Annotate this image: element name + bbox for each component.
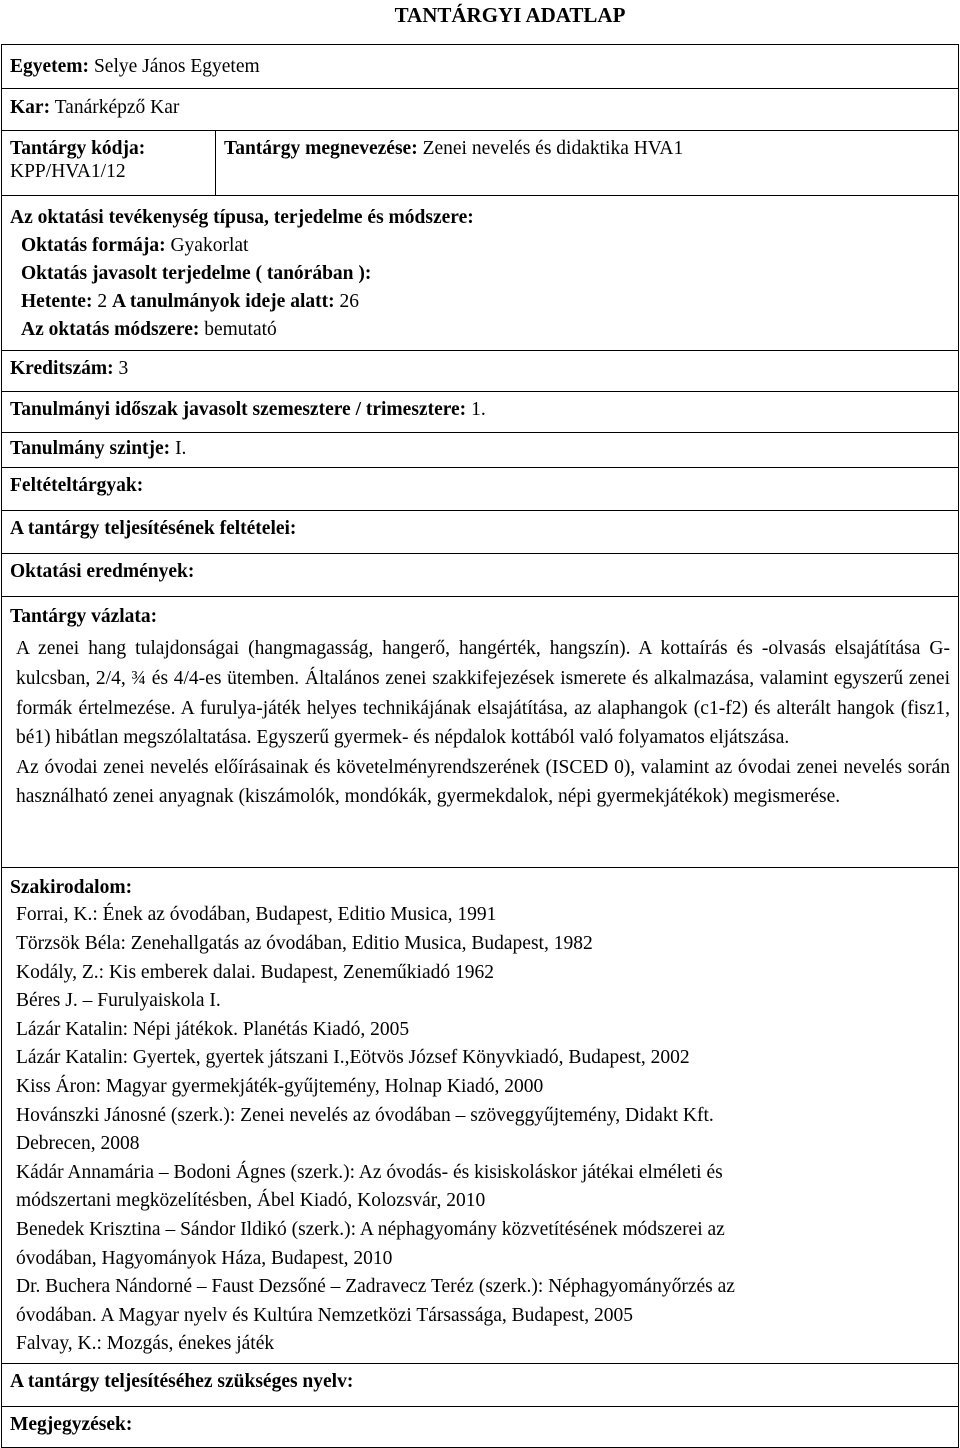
notes-label: Megjegyzések: [10, 1413, 133, 1435]
literature-item: óvodában. A Magyar nyelv és Kultúra Nemzetközi Társassága, Budapest, 2005 [16, 1304, 633, 1326]
outline-paragraph: Az óvodai zenei nevelés előírásainak és követelményrendszerének (ISCED 0), valamint az óvodai zenei nevelés során használható zenei anyagnak (kiszámolók, mondókák, gyermekdalok, népi gyermekjátékok) megismerése. [16, 756, 950, 808]
outline-label: Tantárgy vázlata: [10, 606, 158, 627]
course-data-sheet [1, 44, 959, 1448]
weekly-hours-label: Hetente: [21, 291, 93, 312]
literature-item: Falvay, K.: Mozgás, énekes játék [16, 1333, 275, 1355]
teaching-method [10, 316, 950, 344]
faculty-value: Tanárképző Kar [54, 97, 180, 118]
literature-item: Kodály, Z.: Kis emberek dalai. Budapest, Zeneműkiadó 1962 [16, 961, 494, 983]
credits-row [2, 351, 959, 392]
outcomes-label: Oktatási eredmények: [10, 561, 195, 582]
level-label: Tanulmány szintje: [10, 438, 171, 459]
literature-item: óvodában, Hagyományok Háza, Budapest, 2010 [16, 1247, 393, 1269]
literature-item: Debrecen, 2008 [16, 1133, 140, 1155]
literature-item: módszertani megközelítésben, Ábel Kiadó, Kolozsvár, 2010 [16, 1190, 486, 1212]
language-row [2, 1363, 959, 1406]
course-name-label: Tantárgy megnevezése: [224, 138, 418, 159]
literature-item: Dr. Buchera Nándorné – Faust Dezsőné – Zadravecz Teréz (szerk.): Néphagyományőrzés az [16, 1276, 735, 1298]
page-title: TANTÁRGYI ADATLAP [394, 3, 626, 27]
prerequisites-label: Feltételtárgyak: [10, 475, 144, 496]
university-value: Selye János Egyetem [93, 56, 260, 77]
university-row [2, 45, 959, 89]
total-hours-label: A tanulmányok ideje alatt: [111, 291, 335, 312]
teaching-method-value: bemutató [204, 319, 277, 340]
weekly-hours-value: 2 [97, 291, 108, 312]
literature-item: Forrai, K.: Ének az óvodában, Budapest, Editio Musica, 1991 [16, 904, 497, 926]
teaching-hours [10, 288, 950, 316]
literature-label: Szakirodalom: [10, 877, 133, 898]
outline-paragraph: A zenei hang tulajdonságai (hangmagasság, hangerő, hangérték, hangszín). A kottaírás és -olvasás elsajátítása G-kulcsban, 2/4, ¾ és 4/4-es ütemben. Általános zenei szakkifejezések ismerete és alkalmazása, valamint egyszerű zenei formák értelmezése. A furulya-játék helyes technikájának elsajátítása, az alaphangok (c1-f2) és alterált hangok (fisz1, bé1) hibátlan megszólaltatása. Egyszerű gyermek- és népdalok kottából való folyamatos eljátszása. [16, 638, 950, 749]
literature-item: Béres J. – Furulyaiskola I. [16, 990, 221, 1012]
completion-conditions-label: A tantárgy teljesítésének feltételei: [10, 518, 297, 539]
literature-item: Kádár Annamária – Bodoni Ágnes (szerk.): Az óvodás- és kisiskoláskor játékai elméleti és [16, 1161, 723, 1183]
completion-conditions-row [2, 511, 959, 554]
teaching-form [10, 232, 950, 260]
teaching-form-value: Gyakorlat [170, 235, 249, 256]
faculty-label: Kar: [10, 97, 51, 118]
outline-row [2, 597, 959, 868]
outcomes-row [2, 554, 959, 597]
semester-row [2, 392, 959, 433]
activity-heading: Az oktatási tevékenység típusa, terjedelme és módszere: [10, 207, 474, 228]
language-label: A tantárgy teljesítéséhez szükséges nyelv: [10, 1370, 354, 1392]
credits-label: Kreditszám: [10, 358, 114, 379]
university-label: Egyetem: [10, 56, 90, 77]
activity-row [2, 196, 959, 351]
course-code-value: KPP/HVA1/12 [10, 161, 126, 183]
credits-value: 3 [118, 358, 129, 379]
literature-item: Lázár Katalin: Gyertek, gyertek játszani I.,Eötvös József Könyvkiadó, Budapest, 2002 [16, 1047, 690, 1069]
course-code-label: Tantárgy kódja: [10, 138, 146, 159]
teaching-form-label: Oktatás formája: [21, 235, 166, 256]
level-row [2, 433, 959, 468]
faculty-row [2, 89, 959, 131]
notes-row [2, 1406, 959, 1447]
literature-item: Lázár Katalin: Népi játékok. Planétás Kiadó, 2005 [16, 1018, 410, 1040]
teaching-scope-label: Oktatás javasolt terjedelme ( tanórában ): [21, 263, 372, 284]
literature-item: Benedek Krisztina – Sándor Ildikó (szerk.): A néphagyomány közvetítésének módszerei az [16, 1218, 725, 1240]
total-hours-value: 26 [339, 291, 359, 312]
prerequisites-row [2, 468, 959, 511]
literature-item: Törzsök Béla: Zenehallgatás az óvodában, Editio Musica, Budapest, 1982 [16, 932, 593, 954]
literature-row [2, 868, 959, 1364]
level-value: I. [175, 438, 187, 459]
semester-label: Tanulmányi időszak javasolt szemesztere / trimesztere: [10, 399, 467, 420]
literature-item: Hovánszki Jánosné (szerk.): Zenei nevelés az óvodában – szöveggyűjtemény, Didakt Kft. [16, 1104, 714, 1126]
semester-value: 1. [471, 399, 486, 420]
literature-item: Kiss Áron: Magyar gyermekjáték-gyűjtemény, Holnap Kiadó, 2000 [16, 1075, 544, 1097]
course-identification-row [2, 131, 959, 196]
teaching-method-label: Az oktatás módszere: [21, 319, 200, 340]
course-name-value: Zenei nevelés és didaktika HVA1 [422, 138, 684, 159]
